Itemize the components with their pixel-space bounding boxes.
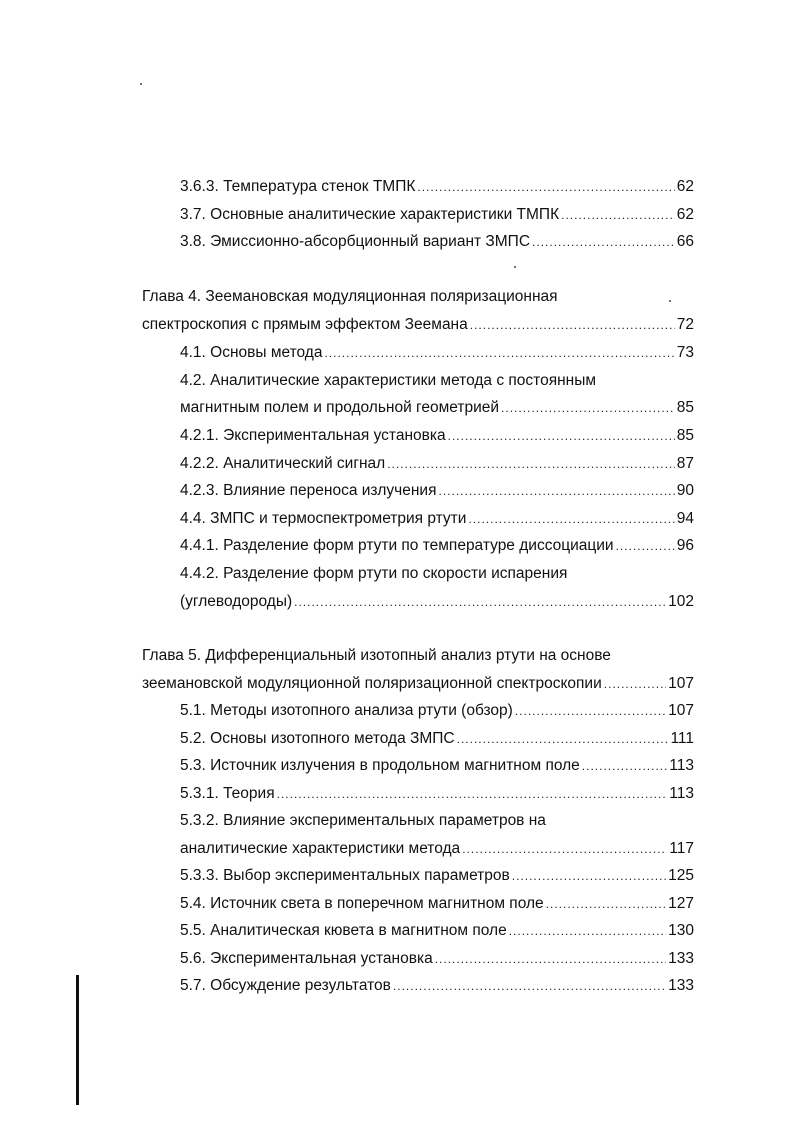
toc-entry-title: 4.1. Основы метода bbox=[180, 344, 323, 361]
toc-entry-title: 4.2.3. Влияние переноса излучения bbox=[180, 482, 437, 499]
toc-leader-dots bbox=[417, 177, 674, 197]
toc-entry-title: 5.7. Обсуждение результатов bbox=[180, 977, 391, 994]
toc-entry-title: (углеводороды) bbox=[180, 593, 293, 610]
toc-leader-dots bbox=[462, 839, 667, 859]
toc-entry-title: 5.5. Аналитическая кювета в магнитном поле bbox=[180, 922, 507, 939]
toc-leader-dots bbox=[435, 949, 666, 969]
toc-entry bbox=[180, 177, 694, 197]
toc-leader-dots bbox=[277, 784, 668, 804]
toc-page-number: 111 bbox=[670, 730, 694, 747]
toc-leader-dots bbox=[515, 701, 666, 721]
toc-entry bbox=[180, 592, 694, 612]
toc-entry-title: 3.6.3. Температура стенок ТМПК bbox=[180, 178, 416, 195]
toc-leader-dots bbox=[393, 976, 666, 996]
toc-leader-dots bbox=[512, 866, 666, 886]
toc-page-number: 133 bbox=[668, 950, 694, 967]
toc-entry-title: зеемановской модуляционной поляризационной спектроскопии bbox=[142, 675, 602, 692]
toc-entry-title: Глава 5. Дифференциальный изотопный анализ ртути на основе bbox=[142, 647, 611, 664]
toc-page-number: 127 bbox=[668, 895, 694, 912]
toc-page-number: 130 bbox=[668, 922, 694, 939]
toc-leader-dots bbox=[448, 426, 675, 446]
toc-leader-dots bbox=[387, 454, 675, 474]
scan-speck bbox=[140, 83, 142, 85]
toc-entry-title: 3.7. Основные аналитические характеристики ТМПК bbox=[180, 206, 560, 223]
toc-page-number: 133 bbox=[668, 977, 694, 994]
toc-entry-title: 5.3.3. Выбор экспериментальных параметров bbox=[180, 867, 510, 884]
binding-edge-mark bbox=[76, 975, 79, 1105]
toc-entry bbox=[180, 398, 694, 418]
toc-leader-dots bbox=[546, 894, 666, 914]
toc-entry-title: 4.4.2. Разделение форм ртути по скорости испарения bbox=[180, 565, 568, 582]
toc-page-number: 113 bbox=[669, 785, 694, 802]
toc-entry-title: аналитические характеристики метода bbox=[180, 840, 461, 857]
toc-entry bbox=[180, 701, 694, 721]
toc-chapter-heading bbox=[142, 287, 694, 307]
toc-page-number: 72 bbox=[676, 316, 694, 333]
toc-page-number: 90 bbox=[676, 482, 694, 499]
toc-entry-title: 5.3. Источник излучения в продольном магнитном поле bbox=[180, 757, 580, 774]
toc-entry bbox=[180, 949, 694, 969]
toc-entry-title: 4.4.1. Разделение форм ртути по температуре диссоциации bbox=[180, 537, 614, 554]
toc-entry bbox=[180, 921, 694, 941]
scan-speck bbox=[514, 266, 516, 268]
toc-entry-title: 4.2.1. Экспериментальная установка bbox=[180, 427, 446, 444]
toc-leader-dots bbox=[582, 756, 667, 776]
toc-entry-title: 5.4. Источник света в поперечном магнитном поле bbox=[180, 895, 544, 912]
toc-chapter-entry bbox=[142, 315, 694, 335]
toc-leader-dots bbox=[470, 315, 675, 335]
toc-page-number: 117 bbox=[669, 840, 694, 857]
toc-entry bbox=[180, 564, 694, 584]
toc-entry bbox=[180, 343, 694, 363]
toc-entry-title: 5.6. Экспериментальная установка bbox=[180, 950, 433, 967]
toc-page-number: 85 bbox=[676, 427, 694, 444]
toc-entry bbox=[180, 454, 694, 474]
toc-entry-title: 3.8. Эмиссионно-абсорбционный вариант ЗМПС bbox=[180, 233, 531, 250]
toc-entry bbox=[180, 784, 694, 804]
toc-entry-title: 5.1. Методы изотопного анализа ртути (обзор) bbox=[180, 702, 513, 719]
toc-entry bbox=[180, 371, 694, 391]
toc-page-number: 66 bbox=[676, 233, 694, 250]
toc-entry bbox=[180, 729, 694, 749]
toc-entry bbox=[180, 481, 694, 501]
toc-entry bbox=[180, 232, 694, 252]
toc-page-number: 87 bbox=[676, 455, 694, 472]
toc-page-number: 62 bbox=[676, 178, 694, 195]
toc-entry bbox=[180, 536, 694, 556]
toc-entry bbox=[180, 839, 694, 859]
toc-leader-dots bbox=[501, 398, 675, 418]
toc-leader-dots bbox=[561, 205, 675, 225]
toc-entry-title: 4.2.2. Аналитический сигнал bbox=[180, 455, 386, 472]
toc-leader-dots bbox=[532, 232, 675, 252]
toc-entry-title: магнитным полем и продольной геометрией bbox=[180, 399, 500, 416]
toc-entry bbox=[180, 509, 694, 529]
toc-entry-title: Глава 4. Зеемановская модуляционная поляризационная bbox=[142, 288, 558, 305]
toc-entry-title: 5.3.2. Влияние экспериментальных параметров на bbox=[180, 812, 546, 829]
toc-entry-title: 5.2. Основы изотопного метода ЗМПС bbox=[180, 730, 455, 747]
toc-entry bbox=[180, 756, 694, 776]
toc-entry bbox=[180, 426, 694, 446]
toc-page-number: 113 bbox=[669, 757, 694, 774]
toc-entry bbox=[180, 811, 694, 831]
toc-leader-dots bbox=[604, 674, 666, 694]
toc-entry bbox=[180, 894, 694, 914]
toc-entry-title: 5.3.1. Теория bbox=[180, 785, 275, 802]
toc-entry bbox=[180, 976, 694, 996]
toc-page-number: 62 bbox=[676, 206, 694, 223]
toc-chapter-heading bbox=[142, 646, 694, 666]
toc-entry-title: спектроскопия с прямым эффектом Зеемана bbox=[142, 316, 468, 333]
toc-page-number: 94 bbox=[676, 510, 694, 527]
toc-page-number: 85 bbox=[676, 399, 694, 416]
toc-page-number: 107 bbox=[668, 675, 694, 692]
toc-leader-dots bbox=[438, 481, 674, 501]
toc-page-number: 73 bbox=[676, 344, 694, 361]
toc-leader-dots bbox=[616, 536, 675, 556]
toc-page-number: 107 bbox=[668, 702, 694, 719]
toc-leader-dots bbox=[457, 729, 669, 749]
toc-entry-title: 4.4. ЗМПС и термоспектрометрия ртути bbox=[180, 510, 467, 527]
toc-leader-dots bbox=[468, 509, 674, 529]
toc-leader-dots bbox=[324, 343, 674, 363]
toc-entry-title: 4.2. Аналитические характеристики метода с постоянным bbox=[180, 372, 597, 389]
toc-page-number: 96 bbox=[676, 537, 694, 554]
toc-page-number: 125 bbox=[668, 867, 694, 884]
toc-chapter-entry bbox=[142, 674, 694, 694]
toc-leader-dots bbox=[509, 921, 666, 941]
toc-page-number: 102 bbox=[668, 593, 694, 610]
toc-leader-dots bbox=[294, 592, 666, 612]
toc-entry bbox=[180, 866, 694, 886]
toc-entry bbox=[180, 205, 694, 225]
